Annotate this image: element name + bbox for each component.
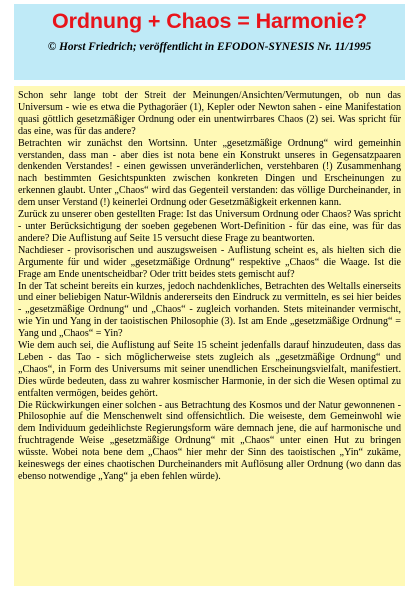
title-box [14, 4, 405, 80]
paragraph-4: Nachdieser - provisorischen und auszugsweisen - Auflistung scheint es, als hielten sich die Argumente für und wider „gesetzmäßige Ordnung“ respektive „Chaos“ die Waage. Ist die Frage am Ende unentscheidbar? Oder tritt beides stets gemischt auf? [18, 244, 401, 280]
paragraph-6: Wie dem auch sei, die Auflistung auf Seite 15 scheint jedenfalls darauf hinzudeuten, dass das Leben - das Tao - sich möglicherweise stets zugleich als „gesetzmäßige Ordnung“ und „Chaos“, in Form des Universums mit seiner unendlichen Erscheinungsvielfalt, manifestiert. Dies würde bedeuten, dass zu wahrer kosmischer Harmonie, in der sich die Wesen optimal zu entfalten vermögen, beides gehört. [18, 340, 401, 399]
paragraph-3: Zurück zu unserer oben gestellten Frage: Ist das Universum Ordnung oder Chaos? Was spricht - unter Berücksichtigung der soeben gegebenen Wort-Definition - für das eine, was für das andere? Die Auflistung auf Seite 15 versucht diese Frage zu beantworten. [18, 209, 401, 244]
article-title: Ordnung + Chaos = Harmonie? [51, 9, 368, 33]
article-body [14, 86, 405, 586]
paragraph-5: In der Tat scheint bereits ein kurzes, jedoch nachdenkliches, Betrachten des Weltalls einerseits und einer beliebigen Natur-Wildnis andererseits den Eindruck zu vermitteln, es sei hier beides - „gesetzmäßige Ordnung“ und „Chaos“ - zugleich vorhanden. Stets miteinander vermischt, wie Yin und Yang in der taoistischen Philosophie (3). Ist am Ende „gesetzmäßige Ordnung“ = Yang und „Chaos“ = Yin? [18, 280, 401, 340]
paragraph-2: Betrachten wir zunächst den Wortsinn. Unter „gesetzmäßige Ordnung“ wird gemeinhin verstanden, dass man - aber dies ist nota bene ein Konstrukt unseres in Gegensatzpaaren denkenden Verstandes! - einen gewissen unveränderlichen, verstehbaren (!) Zusammenhang nach bestimmten Gesichtspunkten zwischen konkreten Dingen und Erscheinungen zu erkennen glaubt. Unter „Chaos“ wird das Gegenteil verstanden: das völlige Durcheinander, in dem unser Verstand (!) keinerlei Ordnung oder Gesetzmäßigkeit erkennen kann. [18, 137, 401, 209]
paragraph-7: Die Rückwirkungen einer solchen - aus Betrachtung des Kosmos und der Natur gewonnenen - Philosophie auf die Menschenwelt sind offensichtlich. Die weiseste, dem Gemeinwohl wie dem Individuum gedeihlichste Regierungsform wäre demnach jene, die auf harmonische und fruchtragende Weise „gesetzmäßige Ordnung“ mit „Chaos“ unter einen Hut zu bringen wüsste. Wobei nota bene dem „Chaos“ hier mehr der Sinn des taoistischen „Yin“ zukäme, keineswegs der eines chaotischen Durcheinanders mit Auflösung aller Ordnung (wo dann das ebenso notwendige „Yang“ ja eben fehlen würde). [18, 399, 401, 482]
paragraph-1: Schon sehr lange tobt der Streit der Meinungen/Ansichten/Vermutungen, ob nun das Universum - wie es etwa die Pythagoräer (1), Kepler oder Newton sahen - eine Manifestation quasi göttlich gesetzmäßiger Ordnung oder ein unentwirrbares Chaos (2) sei. Was spricht für das eine, was für das andere? [18, 90, 401, 137]
article-byline: © Horst Friedrich; veröffentlicht in EFODON-SYNESIS Nr. 11/1995 [47, 41, 372, 53]
